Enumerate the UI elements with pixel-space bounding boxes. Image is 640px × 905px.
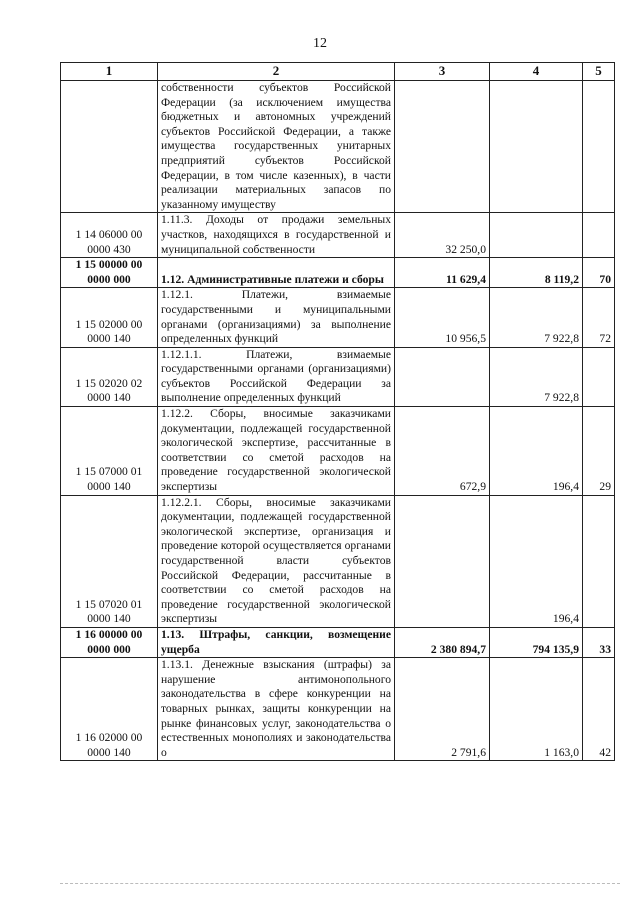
- row-code: 1 15 02020 02 0000 140: [61, 347, 158, 406]
- row-description: 1.11.3. Доходы от продажи земельных участков, находящихся в государственной и муниципальной собственности: [158, 213, 395, 258]
- row-description: 1.12. Административные платежи и сборы: [158, 258, 395, 288]
- header-col-1: 1: [61, 63, 158, 81]
- table-row: [61, 495, 615, 627]
- row-code: [61, 81, 158, 213]
- row-percent: 33: [583, 627, 615, 657]
- header-col-3: 3: [395, 63, 490, 81]
- row-code: 1 15 07020 01 0000 140: [61, 495, 158, 627]
- header-col-5: 5: [583, 63, 615, 81]
- row-plan-value: [395, 495, 490, 627]
- row-actual-value: 1 163,0: [490, 658, 583, 761]
- row-actual-value: [490, 213, 583, 258]
- row-percent: [583, 81, 615, 213]
- table-row: [61, 658, 615, 761]
- page-number: 12: [313, 36, 327, 51]
- row-description: 1.12.2.1. Сборы, вносимые заказчиками документации, подлежащей государственной экологической экспертизе, организация и проведение которой осуществляется органами государственной власти субъектов Российской Федерации, рассчитанные в соответствии со сметой расходов на проведение государственной экологической экспертизы: [158, 495, 395, 627]
- row-code: 1 15 00000 00 0000 000: [61, 258, 158, 288]
- row-description: собственности субъектов Российской Федерации (за исключением имущества бюджетных и автономных учреждений субъектов Российской Федерации, а также имущества государственных унитарных предприятий субъектов Российской Федерации, в том числе казенных), в части реализации материальных запасов по указанному имуществу: [158, 81, 395, 213]
- header-col-4: 4: [490, 63, 583, 81]
- row-percent: 42: [583, 658, 615, 761]
- row-description: 1.13. Штрафы, санкции, возмещение ущерба: [158, 627, 395, 657]
- row-actual-value: 7 922,8: [490, 347, 583, 406]
- row-actual-value: 196,4: [490, 495, 583, 627]
- table-row: [61, 627, 615, 657]
- row-percent: 70: [583, 258, 615, 288]
- row-plan-value: 32 250,0: [395, 213, 490, 258]
- row-description: 1.13.1. Денежные взыскания (штрафы) за нарушение антимонопольного законодательства в сфере конкуренции на товарных рынках, защиты конкуренции на рынке финансовых услуг, законодательства о естественных монополиях и законодательства о: [158, 658, 395, 761]
- row-code: 1 16 00000 00 0000 000: [61, 627, 158, 657]
- row-plan-value: 672,9: [395, 407, 490, 496]
- row-actual-value: 7 922,8: [490, 288, 583, 347]
- table-row: [61, 347, 615, 406]
- table-body: [61, 81, 615, 761]
- row-plan-value: 2 380 894,7: [395, 627, 490, 657]
- footer-divider: [60, 883, 620, 884]
- row-code: 1 16 02000 00 0000 140: [61, 658, 158, 761]
- row-actual-value: 8 119,2: [490, 258, 583, 288]
- table-row: [61, 258, 615, 288]
- row-description: 1.12.1. Платежи, взимаемые государственными и муниципальными органами (организациями) за выполнение определенных функций: [158, 288, 395, 347]
- row-percent: 72: [583, 288, 615, 347]
- header-col-2: 2: [158, 63, 395, 81]
- table-row: [61, 288, 615, 347]
- row-plan-value: 2 791,6: [395, 658, 490, 761]
- row-code: 1 14 06000 00 0000 430: [61, 213, 158, 258]
- row-actual-value: 794 135,9: [490, 627, 583, 657]
- row-actual-value: 196,4: [490, 407, 583, 496]
- row-percent: [583, 213, 615, 258]
- row-actual-value: [490, 81, 583, 213]
- row-code: 1 15 02000 00 0000 140: [61, 288, 158, 347]
- budget-table: [60, 62, 615, 761]
- row-plan-value: 10 956,5: [395, 288, 490, 347]
- row-code: 1 15 07000 01 0000 140: [61, 407, 158, 496]
- row-percent: 29: [583, 407, 615, 496]
- row-plan-value: [395, 81, 490, 213]
- row-percent: [583, 347, 615, 406]
- row-percent: [583, 495, 615, 627]
- header-row: [61, 63, 615, 81]
- table-row: [61, 213, 615, 258]
- table-row: [61, 407, 615, 496]
- row-plan-value: 11 629,4: [395, 258, 490, 288]
- row-description: 1.12.2. Сборы, вносимые заказчиками документации, подлежащей государственной экологической экспертизе, рассчитанные в соответствии со сметой расходов на проведение государственной экологической экспертизы: [158, 407, 395, 496]
- table-row: [61, 81, 615, 213]
- row-plan-value: [395, 347, 490, 406]
- row-description: 1.12.1.1. Платежи, взимаемые государственными органами (организациями) субъектов Российской Федерации за выполнение определенных функций: [158, 347, 395, 406]
